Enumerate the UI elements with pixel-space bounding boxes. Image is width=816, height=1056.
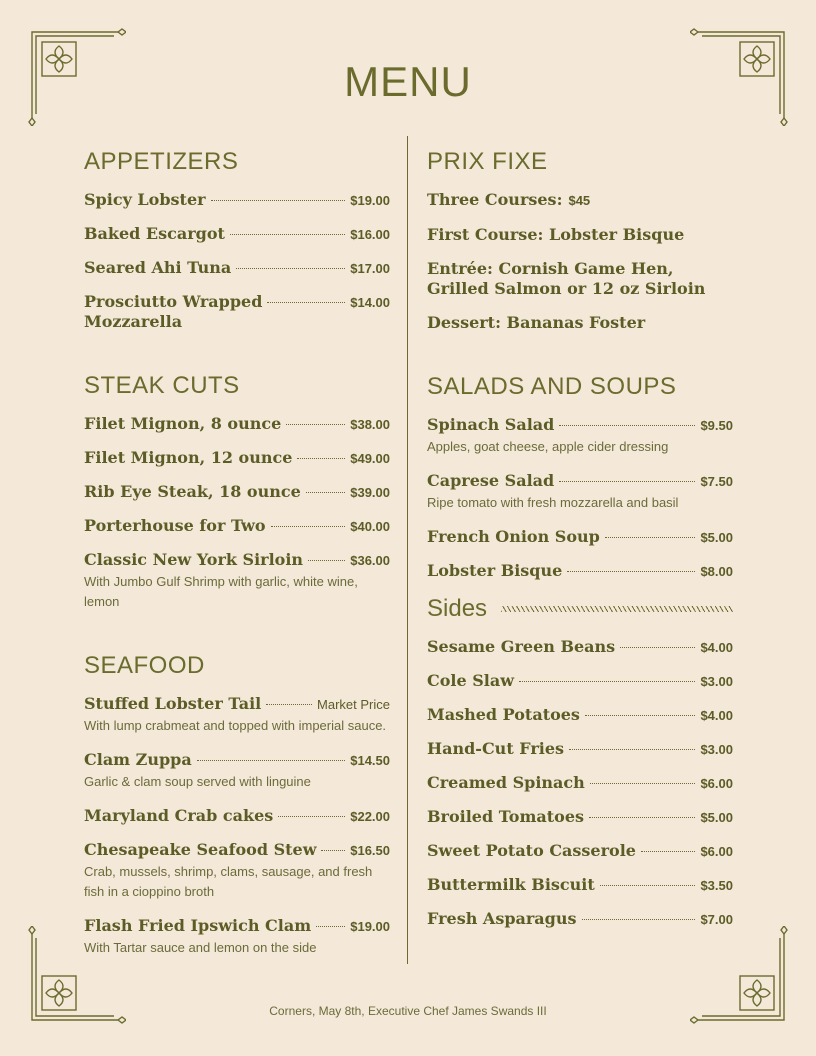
section-title-seafood: SEAFOOD (84, 652, 205, 679)
item-price: $6.00 (700, 844, 733, 859)
menu-item (427, 561, 733, 581)
menu-item (427, 527, 733, 547)
section-title-appetizers: APPETIZERS (84, 148, 239, 175)
item-name: Prosciutto Wrapped (84, 292, 263, 311)
menu-item (84, 550, 390, 612)
item-name: Porterhouse for Two (84, 516, 266, 535)
menu-item (427, 909, 733, 929)
item-name: Hand-Cut Fries (427, 739, 565, 758)
item-description: Garlic & clam soup served with linguine (84, 774, 311, 789)
item-price: $39.00 (350, 485, 390, 500)
menu-item (84, 516, 390, 536)
menu-item (84, 224, 390, 244)
item-price: $19.00 (350, 193, 390, 208)
leader-dots (266, 704, 312, 705)
item-price: $36.00 (350, 553, 390, 568)
item-description: With lump crabmeat and topped with imperial sauce. (84, 718, 387, 733)
item-name: Filet Mignon, 12 ounce (84, 448, 293, 467)
item-price: $14.00 (350, 295, 390, 310)
item-name: Fresh Asparagus (427, 909, 577, 928)
leader-dots (589, 817, 695, 818)
leader-dots (569, 749, 695, 750)
menu-item (84, 916, 390, 958)
right-column (427, 148, 733, 943)
left-column (84, 148, 390, 972)
menu-item (427, 637, 733, 657)
menu-item (427, 841, 733, 861)
item-price: $40.00 (350, 519, 390, 534)
leader-dots (197, 760, 346, 761)
prix-fixe-first-course: First Course: Lobster Bisque (427, 225, 685, 244)
item-price: Market Price (317, 697, 390, 712)
leader-dots (278, 816, 345, 817)
menu-item (84, 292, 390, 332)
item-name: Classic New York Sirloin (84, 550, 304, 569)
leader-dots (211, 200, 346, 201)
item-price: $6.00 (700, 776, 733, 791)
item-price: $8.00 (700, 564, 733, 579)
menu-item (427, 415, 733, 457)
item-name: French Onion Soup (427, 527, 600, 546)
leader-dots (600, 885, 696, 886)
leader-dots (641, 851, 695, 852)
prix-fixe-dessert: Dessert: Bananas Foster (427, 313, 646, 332)
item-description: With Tartar sauce and lemon on the side (84, 940, 317, 955)
leader-dots (271, 526, 346, 527)
leader-dots (519, 681, 695, 682)
item-price: $17.00 (350, 261, 390, 276)
item-price: $4.00 (700, 708, 733, 723)
item-price: $22.00 (350, 809, 390, 824)
item-name: Buttermilk Biscuit (427, 875, 595, 894)
footer-text: Corners, May 8th, Executive Chef James Swands III (269, 1004, 547, 1018)
section-title-steak: STEAK CUTS (84, 372, 240, 399)
item-name: Sweet Potato Casserole (427, 841, 636, 860)
leader-dots (559, 481, 695, 482)
item-name: Seared Ahi Tuna (84, 258, 232, 277)
item-name: Creamed Spinach (427, 773, 585, 792)
leader-dots (316, 926, 345, 927)
item-name: Caprese Salad (427, 471, 555, 490)
menu-item (84, 750, 390, 792)
section-title-salads: SALADS AND SOUPS (427, 373, 677, 400)
item-price: $7.50 (700, 474, 733, 489)
leader-dots (308, 560, 345, 561)
section-title-prix-fixe: PRIX FIXE (427, 148, 548, 175)
page-title: MENU (344, 58, 472, 105)
item-name: Maryland Crab cakes (84, 806, 274, 825)
leader-dots (567, 571, 695, 572)
item-description: Crab, mussels, shrimp, clams, sausage, and fresh fish in a cioppino broth (84, 864, 373, 899)
courses-price: $45 (568, 193, 591, 208)
item-price: $19.00 (350, 919, 390, 934)
prix-fixe-entree: Entrée: Cornish Game Hen, Grilled Salmon or 12 oz Sirloin (427, 259, 706, 298)
menu-item (427, 705, 733, 725)
item-price: $38.00 (350, 417, 390, 432)
item-description: With Jumbo Gulf Shrimp with garlic, white wine, lemon (84, 574, 358, 609)
sides-header (427, 595, 733, 623)
leader-dots (230, 234, 345, 235)
item-description: Ripe tomato with fresh mozzarella and basil (427, 495, 679, 510)
menu-item (84, 414, 390, 434)
menu-item (84, 840, 390, 902)
menu-item (84, 806, 390, 826)
item-price: $3.50 (700, 878, 733, 893)
leader-dots (559, 425, 695, 426)
leader-dots (590, 783, 696, 784)
item-name: Baked Escargot (84, 224, 225, 243)
leader-dots (286, 424, 345, 425)
menu-item (84, 694, 390, 736)
item-price: $3.00 (700, 674, 733, 689)
item-price: $4.00 (700, 640, 733, 655)
item-name: Filet Mignon, 8 ounce (84, 414, 282, 433)
item-name: Spicy Lobster (84, 190, 206, 209)
leader-dots (297, 458, 345, 459)
item-name: Rib Eye Steak, 18 ounce (84, 482, 301, 501)
item-name: Broiled Tomatoes (427, 807, 585, 826)
menu-item (427, 739, 733, 759)
item-name: Clam Zuppa (84, 750, 192, 769)
menu-item (427, 671, 733, 691)
courses-label: Three Courses: (427, 190, 563, 209)
leader-dots (306, 492, 345, 493)
leader-dots (620, 647, 695, 648)
menu-item (427, 471, 733, 513)
leader-dots (582, 919, 696, 920)
section-title-sides: Sides (427, 595, 488, 622)
menu-item (84, 258, 390, 278)
item-name: Stuffed Lobster Tail (84, 694, 262, 713)
menu-item (84, 448, 390, 468)
item-name-continued: Mozzarella (84, 312, 183, 331)
leader-dots (267, 302, 345, 303)
item-price: $5.00 (700, 810, 733, 825)
menu-item (427, 807, 733, 827)
item-name: Cole Slaw (427, 671, 515, 690)
item-price: $5.00 (700, 530, 733, 545)
item-name: Spinach Salad (427, 415, 555, 434)
prix-fixe-courses (427, 190, 733, 211)
menu-item (84, 190, 390, 210)
item-price: $7.00 (700, 912, 733, 927)
item-price: $3.00 (700, 742, 733, 757)
item-price: $9.50 (700, 418, 733, 433)
item-price: $14.50 (350, 753, 390, 768)
leader-dots (605, 537, 696, 538)
column-divider (407, 136, 408, 964)
item-name: Sesame Green Beans (427, 637, 616, 656)
item-price: $16.50 (350, 843, 390, 858)
item-name: Mashed Potatoes (427, 705, 580, 724)
item-name: Chesapeake Seafood Stew (84, 840, 317, 859)
menu-item (427, 875, 733, 895)
leader-dots (321, 850, 345, 851)
item-description: Apples, goat cheese, apple cider dressing (427, 439, 669, 454)
item-name: Lobster Bisque (427, 561, 563, 580)
hatch-divider (501, 606, 733, 612)
item-price: $49.00 (350, 451, 390, 466)
menu-item (427, 773, 733, 793)
item-price: $16.00 (350, 227, 390, 242)
leader-dots (236, 268, 345, 269)
leader-dots (585, 715, 696, 716)
menu-item (84, 482, 390, 502)
item-name: Flash Fried Ipswich Clam (84, 916, 312, 935)
